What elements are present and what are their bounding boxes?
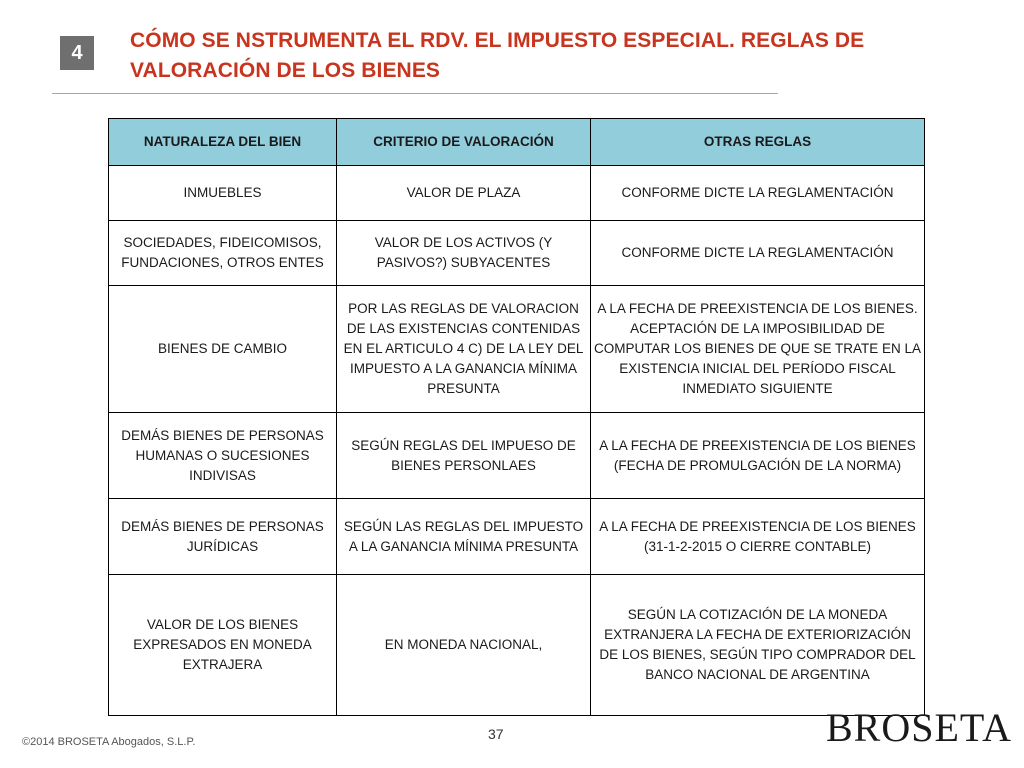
title-divider [52, 93, 778, 94]
cell-naturaleza [109, 221, 337, 286]
cell-text-line: SOCIEDADES, FIDEICOMISOS, [123, 235, 322, 250]
cell-text-line: ACEPTACIÓN DE LA IMPOSIBILIDAD DE [630, 321, 885, 336]
table-row [109, 575, 925, 716]
cell-criterio [337, 413, 591, 499]
cell-text-line: BIENES PERSONLAES [391, 457, 536, 473]
cell-criterio [337, 575, 591, 716]
cell-criterio [337, 166, 591, 221]
table-row [109, 413, 925, 499]
cell-criterio [337, 221, 591, 286]
slide-title-line-1: CÓMO SE NSTRUMENTA EL RDV. EL IMPUESTO ESPECIAL. REGLAS DE [130, 29, 865, 52]
cell-otras-reglas [591, 575, 925, 716]
cell-text-line: A LA FECHA DE PREEXISTENCIA DE LOS BIENES [599, 518, 916, 534]
slide-title [130, 26, 890, 86]
cell-text-line: VALOR DE LOS ACTIVOS (Y [374, 235, 553, 250]
header-criterio: CRITERIO DE VALORACIÓN [337, 119, 591, 166]
cell-text-line: A LA FECHA DE PREEXISTENCIA DE LOS BIENES [599, 437, 916, 453]
cell-text-line: EXTRAJERA [182, 657, 263, 672]
table-row [109, 286, 925, 413]
cell-text-line: IMPUESTO A LA GANANCIA MÍNIMA [349, 361, 578, 376]
cell-text-line: PRESUNTA [427, 381, 500, 396]
header-naturaleza: NATURALEZA DEL BIEN [109, 119, 337, 166]
cell-naturaleza [109, 575, 337, 716]
cell-text-line: BIENES DE CAMBIO [157, 341, 288, 356]
cell-text-line: EXPRESADOS EN MONEDA [133, 637, 312, 652]
cell-text-line: COMPUTAR LOS BIENES DE QUE SE TRATE EN LA [593, 341, 922, 356]
cell-text-line: VALOR DE LOS BIENES [146, 617, 299, 632]
cell-text-line: CONFORME DICTE LA REGLAMENTACIÓN [621, 185, 894, 200]
cell-text-line: BANCO NACIONAL DE ARGENTINA [645, 667, 870, 682]
cell-text-line: A LA FECHA DE PREEXISTENCIA DE LOS BIENES. [597, 301, 918, 316]
cell-text-line: JURÍDICAS [186, 538, 259, 554]
cell-naturaleza [109, 166, 337, 221]
table-row [109, 221, 925, 286]
cell-text-line: SEGÚN LAS REGLAS DEL IMPUESTO [343, 518, 584, 534]
cell-text-line: DE LAS EXISTENCIAS CONTENIDAS [346, 321, 581, 336]
cell-text-line: DEMÁS BIENES DE PERSONAS [121, 518, 324, 534]
copyright-footer: ©2014 BROSETA Abogados, S.L.P. [22, 736, 196, 748]
cell-text-line: (31-1-2-2015 O CIERRE CONTABLE) [643, 538, 872, 554]
cell-text-line: EN EL ARTICULO 4 C) DE LA LEY DEL [343, 341, 584, 356]
cell-text-line: INMEDIATO SIGUIENTE [682, 381, 833, 396]
cell-text-line: HUMANAS O SUCESIONES [135, 447, 310, 463]
table-row [109, 499, 925, 575]
cell-otras-reglas [591, 286, 925, 413]
cell-text-line: PASIVOS?) SUBYACENTES [376, 255, 551, 270]
cell-otras-reglas [591, 499, 925, 575]
cell-text-line: POR LAS REGLAS DE VALORACION [348, 301, 579, 316]
cell-text-line: A LA GANANCIA MÍNIMA PRESUNTA [348, 538, 579, 554]
cell-text-line: (FECHA DE PROMULGACIÓN DE LA NORMA) [613, 457, 902, 473]
cell-criterio [337, 286, 591, 413]
cell-text-line: INDIVISAS [189, 467, 256, 483]
cell-text-line: SEGÚN REGLAS DEL IMPUESO DE [351, 437, 576, 453]
broseta-logo: BROSETA [826, 705, 1013, 750]
cell-text-line: SEGÚN LA COTIZACIÓN DE LA MONEDA [627, 607, 888, 622]
cell-text-line: DEMÁS BIENES DE PERSONAS [121, 427, 324, 443]
cell-text-line: INMUEBLES [183, 185, 262, 200]
valuation-rules-table [108, 118, 925, 716]
page-number: 37 [488, 726, 504, 742]
cell-text-line: CONFORME DICTE LA REGLAMENTACIÓN [621, 245, 894, 260]
cell-otras-reglas [591, 413, 925, 499]
cell-naturaleza [109, 286, 337, 413]
cell-criterio [337, 499, 591, 575]
cell-text-line: EXTRANJERA LA FECHA DE EXTERIORIZACIÓN [604, 627, 911, 642]
cell-text-line: FUNDACIONES, OTROS ENTES [121, 255, 324, 270]
cell-naturaleza [109, 499, 337, 575]
section-number-badge: 4 [60, 36, 94, 70]
cell-otras-reglas [591, 221, 925, 286]
cell-text-line: EXISTENCIA INICIAL DEL PERÍODO FISCAL [619, 361, 896, 376]
cell-text-line: EN MONEDA NACIONAL, [384, 637, 543, 652]
cell-text-line: DE LOS BIENES, SEGÚN TIPO COMPRADOR DEL [599, 647, 916, 662]
table-row [109, 166, 925, 221]
cell-naturaleza [109, 413, 337, 499]
slide-title-line-2: VALORACIÓN DE LOS BIENES [130, 59, 441, 82]
cell-text-line: VALOR DE PLAZA [406, 185, 521, 200]
table-header-row [109, 119, 925, 166]
header-otras-reglas: OTRAS REGLAS [591, 119, 925, 166]
cell-otras-reglas [591, 166, 925, 221]
